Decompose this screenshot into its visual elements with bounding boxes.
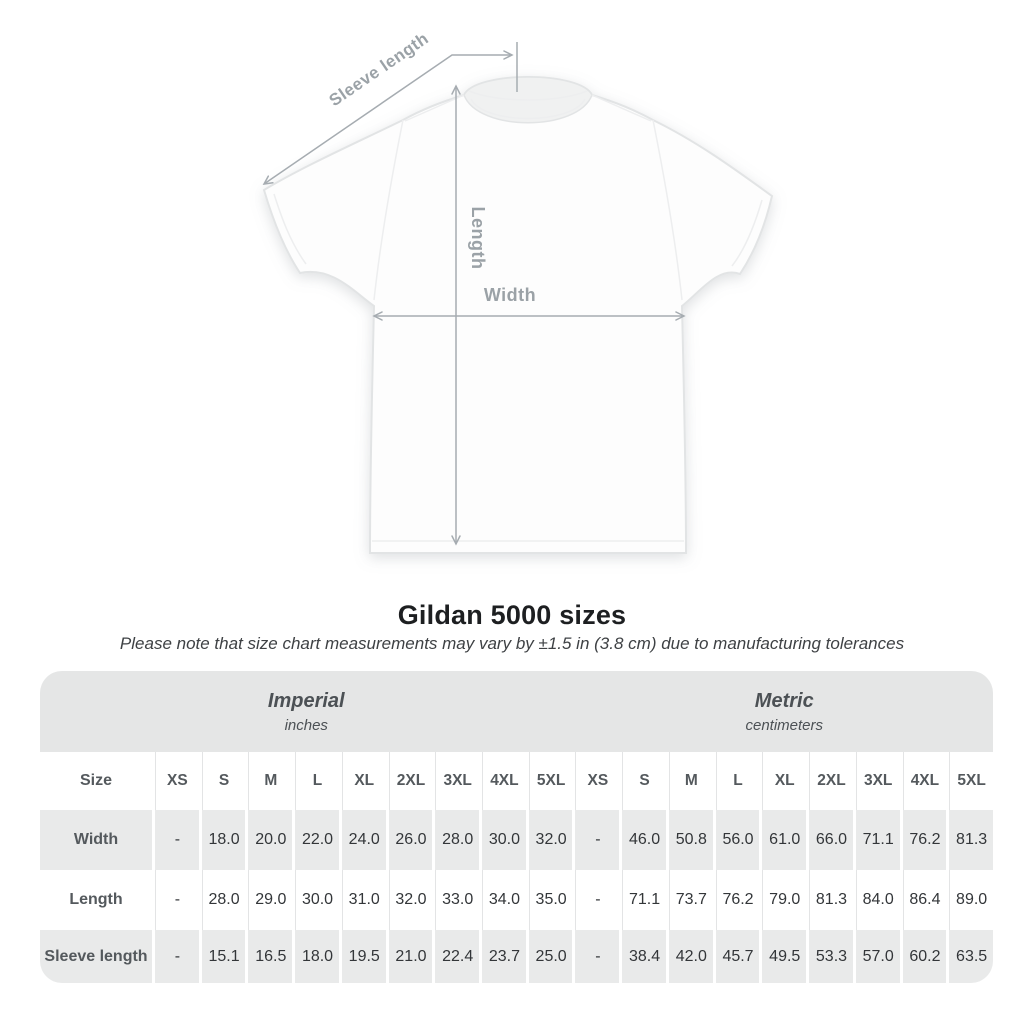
row-label-length: Length xyxy=(40,870,152,930)
table-cell: 35.0 xyxy=(529,870,573,930)
table-cell: 71.1 xyxy=(856,810,900,870)
table-cell: 79.0 xyxy=(762,870,806,930)
table-cell: 29.0 xyxy=(248,870,292,930)
table-cell: 45.7 xyxy=(716,930,760,983)
metric-unit: centimeters xyxy=(745,716,824,734)
table-cell: 76.2 xyxy=(903,810,947,870)
metric-label: Metric xyxy=(754,689,814,712)
imperial-unit: inches xyxy=(284,716,328,734)
size-col-header-xl-metric: XL xyxy=(762,752,806,810)
table-cell: 81.3 xyxy=(809,870,853,930)
table-cell: 49.5 xyxy=(762,930,806,983)
size-col-header-2xl-metric: 2XL xyxy=(809,752,853,810)
table-cell: 24.0 xyxy=(342,810,386,870)
table-cell: 86.4 xyxy=(903,870,947,930)
table-cell: - xyxy=(155,810,199,870)
length-row xyxy=(40,870,993,930)
size-col-header-4xl-metric: 4XL xyxy=(903,752,947,810)
table-cell: 26.0 xyxy=(389,810,433,870)
size-table xyxy=(40,671,993,983)
table-cell: 53.3 xyxy=(809,930,853,983)
table-cell: 22.0 xyxy=(295,810,339,870)
table-cell: 34.0 xyxy=(482,870,526,930)
imperial-label: Imperial xyxy=(267,689,345,712)
size-col-header-xs-metric: XS xyxy=(575,752,619,810)
tolerance-note: Please note that size chart measurements may vary by ±1.5 in (3.8 cm) due to manufacturing tolerances xyxy=(119,634,905,653)
table-cell: 23.7 xyxy=(482,930,526,983)
table-cell: 63.5 xyxy=(949,930,993,983)
size-col-header-5xl-imperial: 5XL xyxy=(529,752,573,810)
sleeve-length-row xyxy=(40,930,993,983)
table-cell: 30.0 xyxy=(482,810,526,870)
width-label: Width xyxy=(483,285,537,305)
size-corner-header: Size xyxy=(40,752,152,810)
table-cell: 46.0 xyxy=(622,810,666,870)
table-cell: - xyxy=(575,870,619,930)
table-cell: 19.5 xyxy=(342,930,386,983)
table-cell: 42.0 xyxy=(669,930,713,983)
table-cell: - xyxy=(575,930,619,983)
table-cell: 16.5 xyxy=(248,930,292,983)
page-title: Gildan 5000 sizes xyxy=(397,600,627,630)
size-col-header-5xl-metric: 5XL xyxy=(949,752,993,810)
table-cell: 28.0 xyxy=(435,810,479,870)
table-cell: 50.8 xyxy=(669,810,713,870)
table-cell: 28.0 xyxy=(202,870,246,930)
table-cell: 71.1 xyxy=(622,870,666,930)
table-cell: 25.0 xyxy=(529,930,573,983)
table-cell: 22.4 xyxy=(435,930,479,983)
table-cell: 89.0 xyxy=(949,870,993,930)
size-col-header-s-imperial: S xyxy=(202,752,246,810)
unit-group-header-row xyxy=(40,671,993,752)
table-cell: 30.0 xyxy=(295,870,339,930)
table-cell: 73.7 xyxy=(669,870,713,930)
size-col-header-xs-imperial: XS xyxy=(155,752,199,810)
table-cell: 56.0 xyxy=(716,810,760,870)
table-cell: 38.4 xyxy=(622,930,666,983)
size-col-header-2xl-imperial: 2XL xyxy=(389,752,433,810)
size-col-header-4xl-imperial: 4XL xyxy=(482,752,526,810)
size-col-header-3xl-imperial: 3XL xyxy=(435,752,479,810)
size-col-header-xl-imperial: XL xyxy=(342,752,386,810)
table-cell: - xyxy=(155,930,199,983)
table-cell: 18.0 xyxy=(295,930,339,983)
table-cell: 33.0 xyxy=(435,870,479,930)
metric-group-header xyxy=(576,671,994,752)
table-cell: 84.0 xyxy=(856,870,900,930)
table-cell: 15.1 xyxy=(202,930,246,983)
table-cell: 20.0 xyxy=(248,810,292,870)
table-cell: 32.0 xyxy=(389,870,433,930)
size-col-header-l-imperial: L xyxy=(295,752,339,810)
table-cell: - xyxy=(155,870,199,930)
size-col-header-3xl-metric: 3XL xyxy=(856,752,900,810)
tshirt-shape xyxy=(264,77,772,553)
table-cell: 81.3 xyxy=(949,810,993,870)
table-cell: 21.0 xyxy=(389,930,433,983)
size-col-header-m-imperial: M xyxy=(248,752,292,810)
row-label-width: Width xyxy=(40,810,152,870)
table-cell: 18.0 xyxy=(202,810,246,870)
row-label-sleeve-length: Sleeve length xyxy=(40,930,152,983)
size-col-header-l-metric: L xyxy=(716,752,760,810)
imperial-group-header xyxy=(40,671,573,752)
width-row xyxy=(40,810,993,870)
size-col-header-m-metric: M xyxy=(669,752,713,810)
table-cell: 32.0 xyxy=(529,810,573,870)
length-label: Length xyxy=(468,206,488,270)
table-cell: 60.2 xyxy=(903,930,947,983)
table-cell: 57.0 xyxy=(856,930,900,983)
table-cell: 61.0 xyxy=(762,810,806,870)
table-cell: - xyxy=(575,810,619,870)
table-cell: 76.2 xyxy=(716,870,760,930)
size-header-row xyxy=(40,752,993,810)
size-col-header-s-metric: S xyxy=(622,752,666,810)
table-cell: 31.0 xyxy=(342,870,386,930)
sleeve-length-label: Sleeve length xyxy=(325,28,433,111)
table-cell: 66.0 xyxy=(809,810,853,870)
